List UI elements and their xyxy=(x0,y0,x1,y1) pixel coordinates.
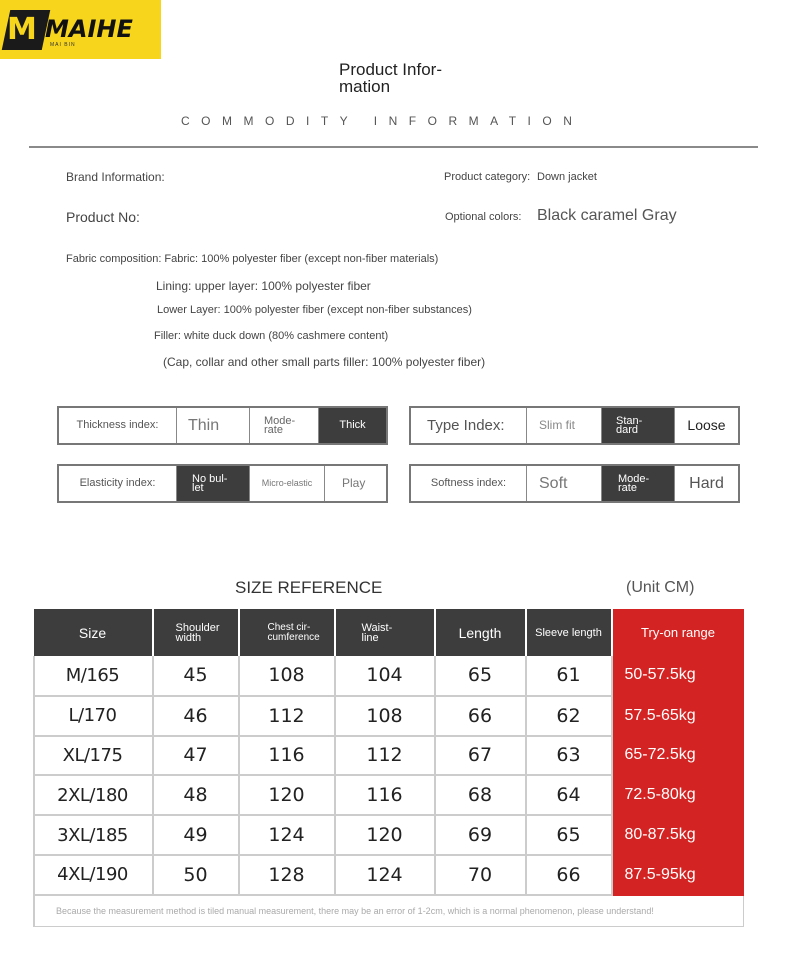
softness-index-label: Softness index: xyxy=(430,477,507,489)
cap-filler-info: (Cap, collar and other small parts filler: 100% polyester fiber) xyxy=(163,355,486,369)
fabric-composition: Fabric composition: Fabric: 100% polyester fiber (except non-fiber materials) xyxy=(66,253,439,265)
colors-label: Optional colors: xyxy=(445,211,522,223)
elasticity-index-label: Elasticity index: xyxy=(79,477,156,489)
thickness-option-thick: Thick xyxy=(318,408,386,443)
cell-range: 87.5-95kg xyxy=(612,855,744,895)
cell-waist: 104 xyxy=(335,656,435,696)
brand-label: Brand Information: xyxy=(66,170,165,184)
cell-sleeve: 66 xyxy=(526,855,612,895)
cell-chest: 120 xyxy=(239,775,335,815)
cell-sleeve: 62 xyxy=(526,696,612,736)
cell-length: 68 xyxy=(435,775,526,815)
logo-m-letter: M xyxy=(7,12,35,47)
cell-range: 80-87.5kg xyxy=(612,815,744,855)
cell-waist: 116 xyxy=(335,775,435,815)
softness-option-hard: Hard xyxy=(674,466,738,501)
cell-waist: 112 xyxy=(335,736,435,776)
cell-length: 70 xyxy=(435,855,526,895)
header-size: Size xyxy=(34,609,153,656)
cell-shoulder: 48 xyxy=(153,775,239,815)
cell-waist: 120 xyxy=(335,815,435,855)
cell-chest: 108 xyxy=(239,656,335,696)
lower-layer-info: Lower Layer: 100% polyester fiber (except non-fiber substances) xyxy=(157,304,472,316)
cell-range: 57.5-65kg xyxy=(612,696,744,736)
cell-size: 3XL/185 xyxy=(34,815,153,855)
table-row xyxy=(34,815,744,855)
header-sleeve-length: Sleeve length xyxy=(526,609,612,656)
measurement-note-row xyxy=(34,895,744,927)
brand-logo xyxy=(0,0,161,59)
cell-chest: 112 xyxy=(239,696,335,736)
cell-range: 50-57.5kg xyxy=(612,656,744,696)
filler-info: Filler: white duck down (80% cashmere content) xyxy=(154,330,389,342)
cell-size: L/170 xyxy=(34,696,153,736)
cell-shoulder: 47 xyxy=(153,736,239,776)
header-length: Length xyxy=(435,609,526,656)
cell-sleeve: 64 xyxy=(526,775,612,815)
cell-shoulder: 49 xyxy=(153,815,239,855)
thickness-index xyxy=(57,406,388,445)
softness-index xyxy=(409,464,740,503)
type-option-standard: Stan- dard xyxy=(601,408,674,443)
cell-sleeve: 63 xyxy=(526,736,612,776)
lining-info: Lining: upper layer: 100% polyester fiber xyxy=(156,279,371,293)
cell-length: 65 xyxy=(435,656,526,696)
cell-size: M/165 xyxy=(34,656,153,696)
table-row xyxy=(34,855,744,895)
table-row xyxy=(34,656,744,696)
cell-range: 65-72.5kg xyxy=(612,736,744,776)
table-row xyxy=(34,696,744,736)
size-table-header xyxy=(34,609,744,656)
thickness-index-label: Thickness index: xyxy=(76,419,159,431)
divider xyxy=(29,146,758,148)
cell-length: 66 xyxy=(435,696,526,736)
softness-option-soft: Soft xyxy=(526,466,601,501)
size-reference-unit: (Unit CM) xyxy=(626,579,695,596)
cell-shoulder: 46 xyxy=(153,696,239,736)
table-row xyxy=(34,775,744,815)
elasticity-option-micro-elastic: Micro-elastic xyxy=(249,466,324,501)
cell-size: 2XL/180 xyxy=(34,775,153,815)
cell-shoulder: 50 xyxy=(153,855,239,895)
logo-wordmark: MAIHE xyxy=(45,15,133,43)
cell-chest: 128 xyxy=(239,855,335,895)
table-left-border xyxy=(33,656,35,926)
thickness-option-moderate: Mode- rate xyxy=(249,408,318,443)
cell-sleeve: 65 xyxy=(526,815,612,855)
product-no-label: Product No: xyxy=(66,209,140,225)
type-option-slim-fit: Slim fit xyxy=(526,408,601,443)
cell-length: 67 xyxy=(435,736,526,776)
colors-value: Black caramel Gray xyxy=(537,207,677,224)
page-title: Product Infor- mation xyxy=(339,60,442,96)
softness-option-moderate: Mode- rate xyxy=(601,466,674,501)
header-waistline: Waist- line xyxy=(335,609,435,656)
cell-waist: 108 xyxy=(335,696,435,736)
cell-size: XL/175 xyxy=(34,736,153,776)
cell-waist: 124 xyxy=(335,855,435,895)
size-table xyxy=(33,609,744,927)
table-row xyxy=(34,736,744,776)
elasticity-index xyxy=(57,464,388,503)
cell-shoulder: 45 xyxy=(153,656,239,696)
header-shoulder-width: Shoulder width xyxy=(153,609,239,656)
type-option-loose: Loose xyxy=(674,408,738,443)
page-subtitle: COMMODITY INFORMATION xyxy=(181,114,584,128)
cell-chest: 116 xyxy=(239,736,335,776)
category-label: Product category: xyxy=(444,171,531,183)
logo-subtext: MAI BIN xyxy=(50,42,76,48)
cell-size: 4XL/190 xyxy=(34,855,153,895)
type-index xyxy=(409,406,740,445)
type-index-label: Type Index: xyxy=(427,417,505,434)
cell-range: 72.5-80kg xyxy=(612,775,744,815)
cell-chest: 124 xyxy=(239,815,335,855)
size-reference-title: SIZE REFERENCE xyxy=(235,578,383,597)
cell-length: 69 xyxy=(435,815,526,855)
cell-sleeve: 61 xyxy=(526,656,612,696)
category-value: Down jacket xyxy=(537,171,597,183)
elasticity-option-no-bullet: No bul- let xyxy=(176,466,249,501)
measurement-note: Because the measurement method is tiled manual measurement, there may be an error of 1-2cm, which is a normal phenomenon, please understand! xyxy=(34,895,744,927)
thickness-option-thin: Thin xyxy=(176,408,249,443)
elasticity-option-play: Play xyxy=(324,466,386,501)
header-try-on-range: Try-on range xyxy=(612,609,744,656)
header-chest: Chest cir- cumference xyxy=(239,609,335,656)
